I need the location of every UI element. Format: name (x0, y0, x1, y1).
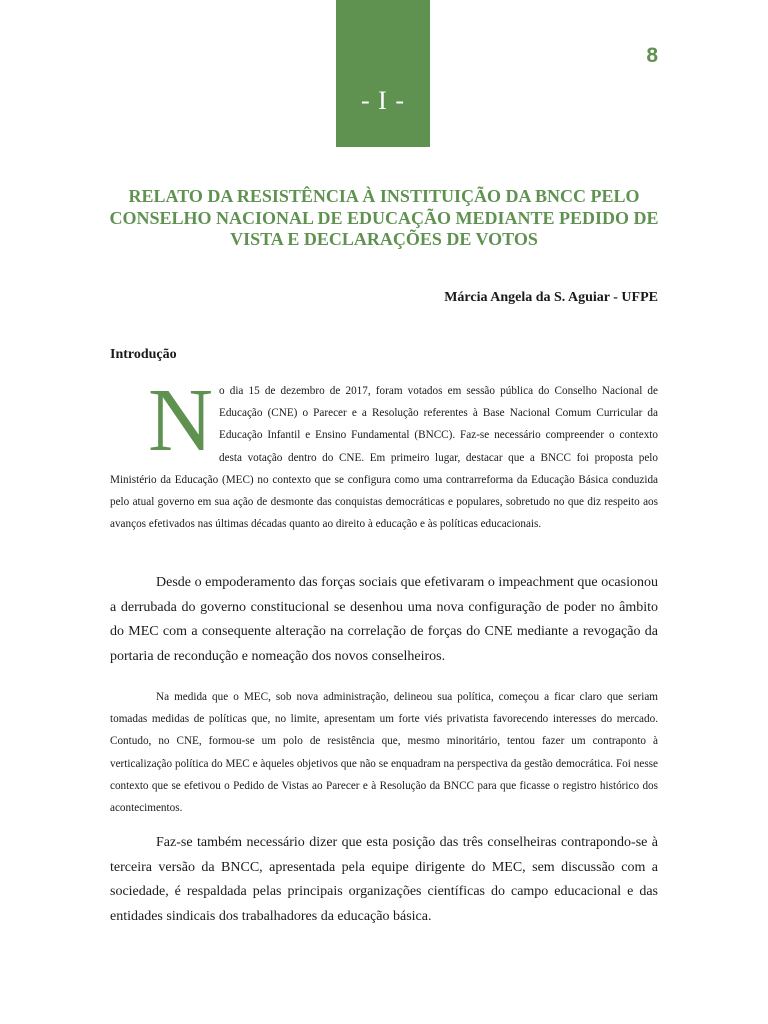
drop-cap: N (148, 371, 213, 470)
page-number: 8 (646, 44, 658, 67)
body-paragraph-1: Desde o empoderamento das forças sociais que efetivaram o impeachment que ocasionou a derrubada do governo constitucional se desenhou uma nova configuração de poder no âmbito do MEC com a consequente alteração na correlação de forças do CNE mediante a revogação da portaria de recondução e nomeação dos novos conselheiros. (110, 575, 658, 664)
intro-paragraph (110, 371, 658, 535)
section-heading: Introdução (110, 347, 177, 362)
body-paragraph-2: Na medida que o MEC, sob nova administração, delineou sua política, começou a ficar claro que seriam tomadas medidas de políticas que, no limite, apresentam um forte viés privatista favorecendo interesses do mercado. Contudo, no CNE, formou-se um polo de resistência que, mesmo minoritário, tentou fazer um contraponto à verticalização política do MEC e àqueles objetivos que não se enquadram na perspectiva da gestão democrática. Foi nesse contexto que se efetivou o Pedido de Vistas ao Parecer e à Resolução da BNCC para que ficasse o registro histórico dos acontecimentos. (110, 691, 658, 815)
chapter-title: RELATO DA RESISTÊNCIA À INSTITUIÇÃO DA BNCC PELO CONSELHO NACIONAL DE EDUCAÇÃO MEDIANTE PEDIDO DE VISTA E DECLARAÇÕES DE VOTOS (109, 186, 659, 249)
author-line: Márcia Angela da S. Aguiar - UFPE (444, 290, 658, 305)
chapter-header-block (336, 0, 430, 147)
body-paragraph-3: Faz-se também necessário dizer que esta posição das três conselheiras contrapondo-se à terceira versão da BNCC, apresentada pela equipe dirigente do MEC, sem discussão com a sociedade, é respaldada pelas principais organizações científicas do campo educacional e das entidades sindicais dos trabalhadores da educação básica. (110, 835, 658, 924)
intro-text: o dia 15 de dezembro de 2017, foram votados em sessão pública do Conselho Nacional de Educação (CNE) o Parecer e a Resolução referentes à Base Nacional Comum Curricular da Educação Infantil e Ensino Fundamental (BNCC). Faz-se necessário compreender o contexto desta votação dentro do CNE. Em primeiro lugar, destacar que a BNCC foi proposta pelo Ministério da Educação (MEC) no contexto que se configura como uma contrarreforma da Educação Básica conduzida pelo atual governo em sua ação de desmonte das conquistas democráticas e populares, sobretudo no que diz respeito aos avanços efetivados nas últimas décadas quanto ao direito à educação e às políticas educacionais. (110, 385, 658, 531)
chapter-label: - I - (361, 86, 405, 115)
